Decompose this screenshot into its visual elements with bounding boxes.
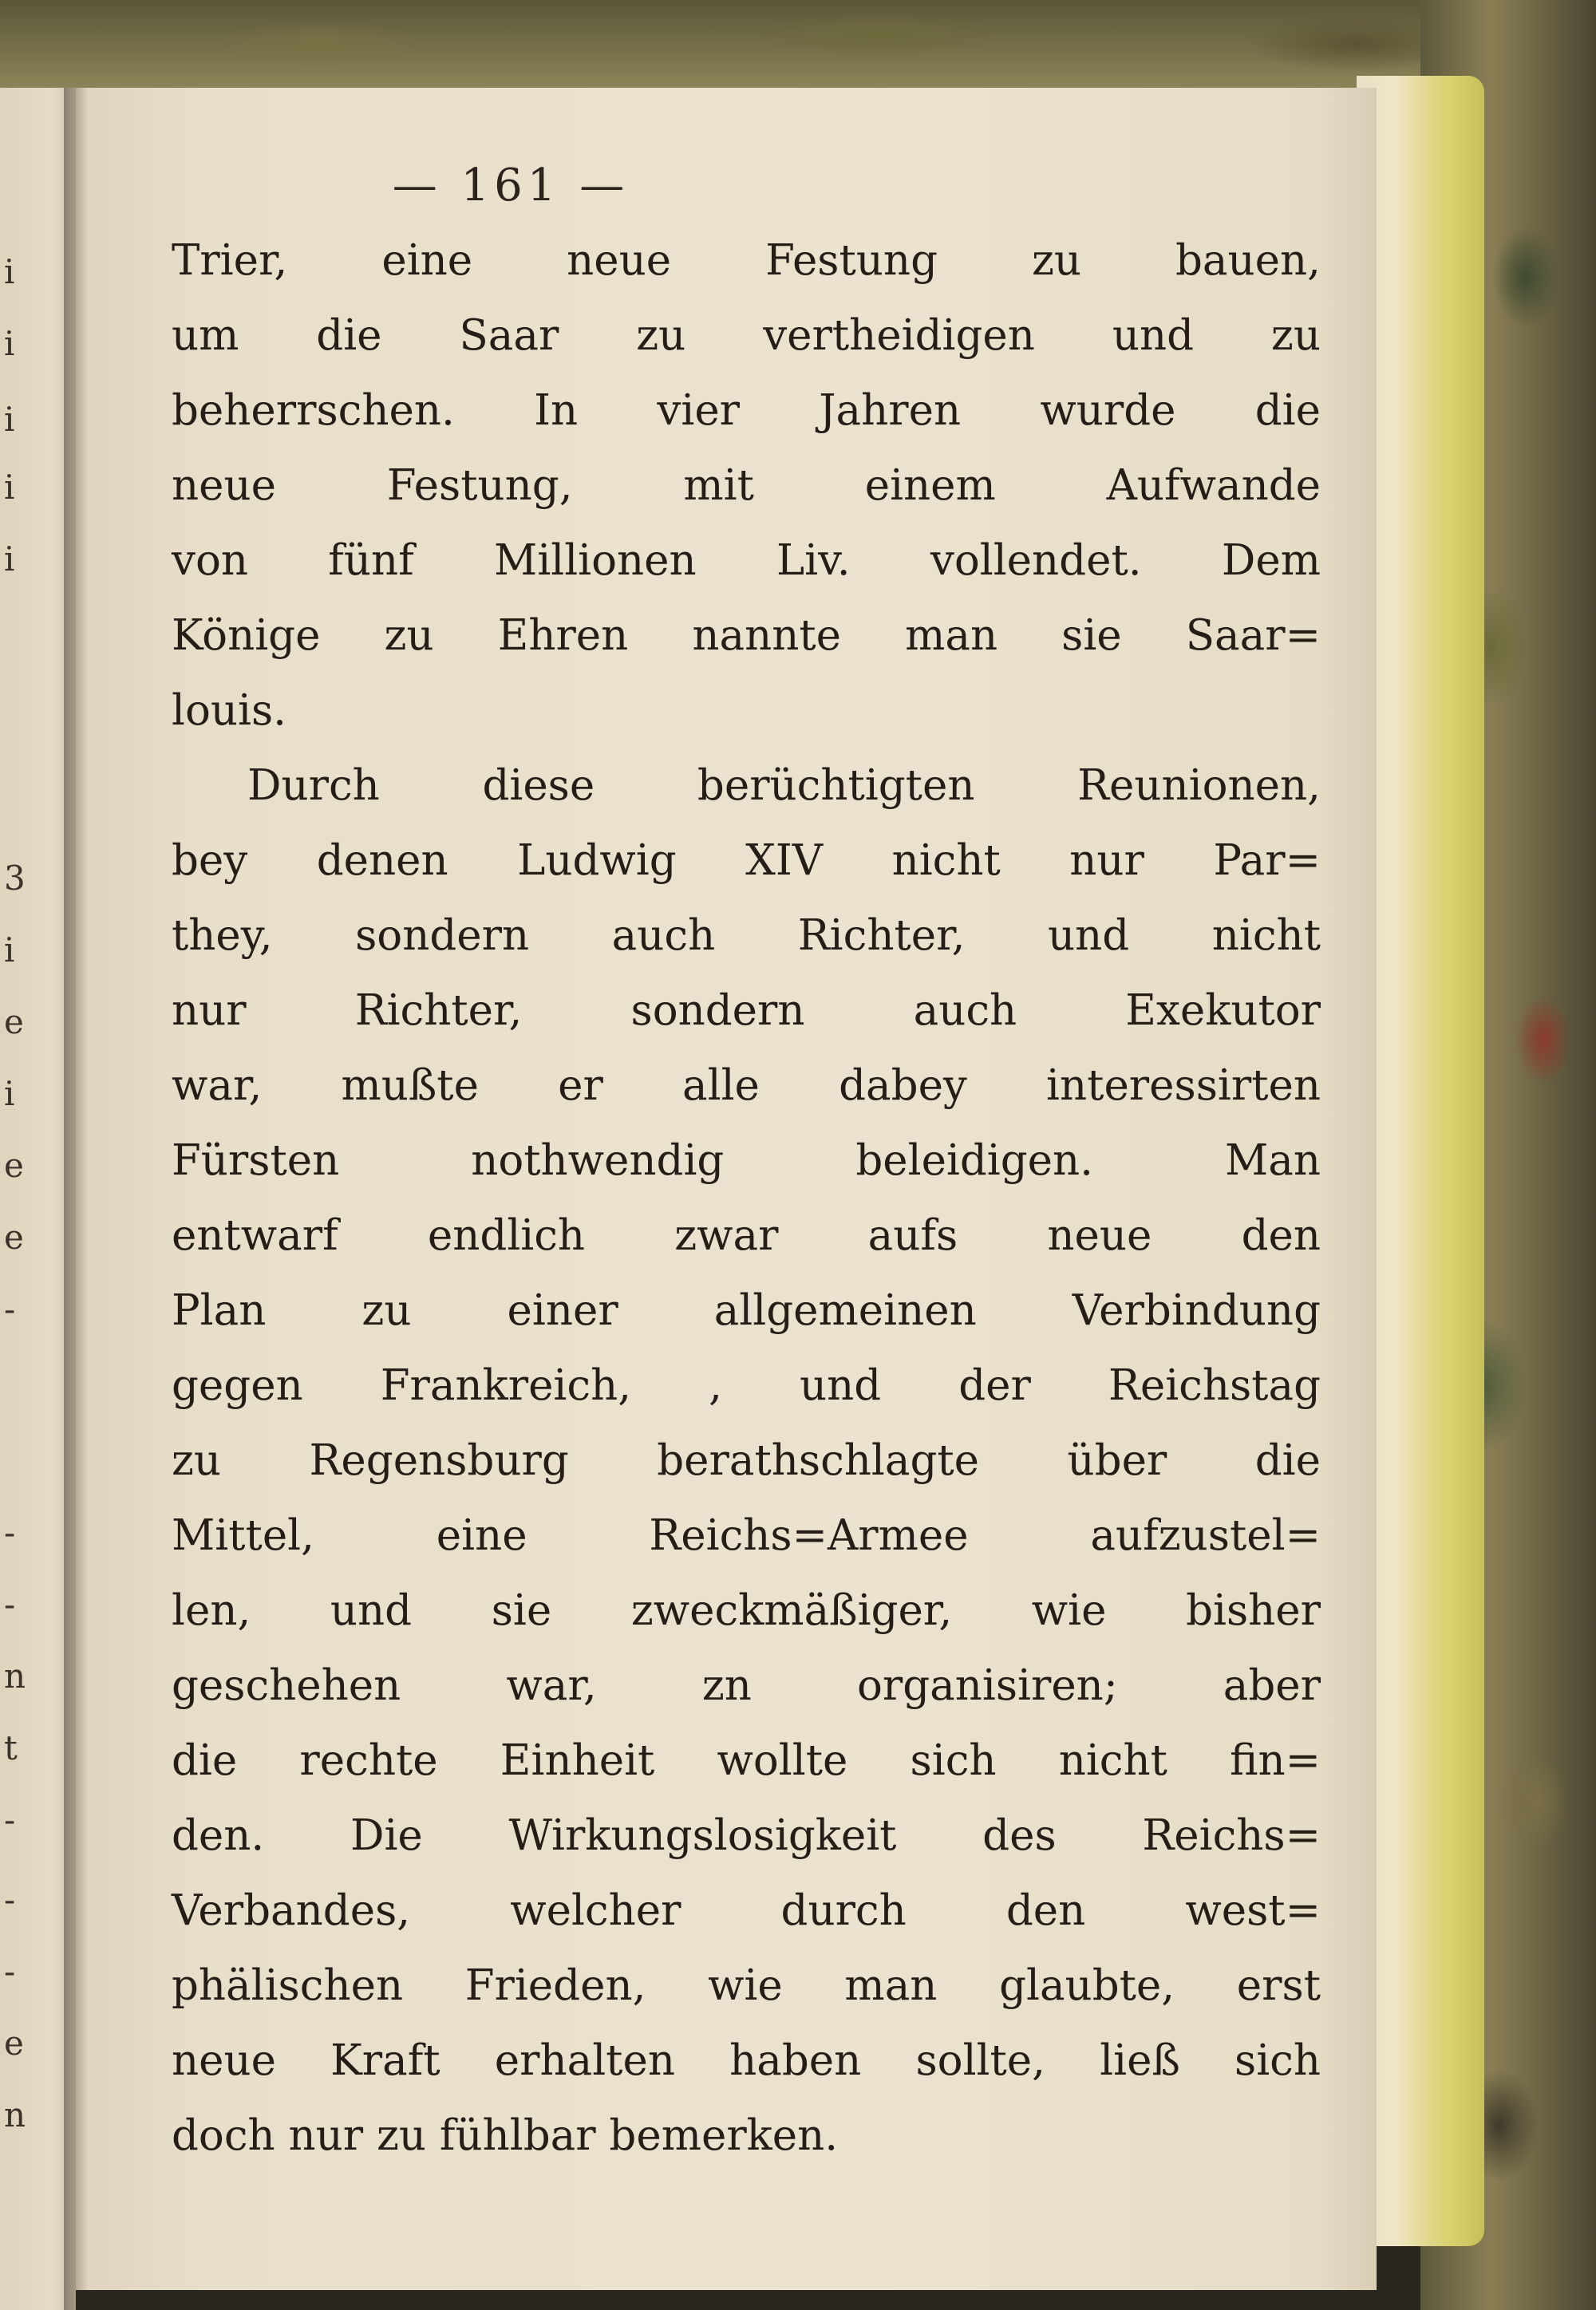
left-page-fragment: i (4, 252, 15, 291)
left-page-fragment: i (4, 930, 15, 969)
page-text (172, 223, 1321, 2174)
text-line: bey denen Ludwig XIV nicht nur Par= (172, 836, 1321, 885)
text-line: neue Festung, mit einem Aufwande (172, 461, 1321, 510)
text-line: Durch diese berüchtigten Reunionen, (247, 761, 1321, 810)
book-page (76, 88, 1377, 2290)
left-page-fragment: e (4, 1146, 24, 1185)
left-page-fragment: i (4, 400, 15, 439)
text-line: von fünf Millionen Liv. vollendet. Dem (172, 536, 1321, 585)
text-line: Verbandes, welcher durch den west= (172, 1886, 1321, 1935)
text-line: neue Kraft erhalten haben sollte, ließ sich (172, 2036, 1321, 2085)
left-page-fragment: e (4, 1218, 24, 1257)
text-line: louis. (172, 686, 286, 735)
text-line: gegen Frankreich, , und der Reichstag (172, 1361, 1321, 1410)
left-page-fragment: - (4, 1513, 16, 1552)
left-page-fragment: e (4, 2024, 24, 2063)
text-line: Plan zu einer allgemeinen Verbindung (172, 1286, 1321, 1335)
text-line: Fürsten nothwendig beleidigen. Man (172, 1136, 1321, 1185)
text-line: nur Richter, sondern auch Exekutor (172, 986, 1321, 1035)
text-line: Mittel, eine Reichs=Armee aufzustel= (172, 1511, 1321, 1560)
text-line: phälischen Frieden, wie man glaubte, erst (172, 1961, 1321, 2010)
text-line: war, mußte er alle dabey interessirten (172, 1061, 1321, 1110)
left-page-fragment: n (4, 2095, 26, 2134)
left-page-fragment: n (4, 1656, 26, 1696)
text-line: beherrschen. In vier Jahren wurde die (172, 386, 1321, 435)
text-line: entwarf endlich zwar aufs neue den (172, 1211, 1321, 1260)
text-line: Könige zu Ehren nannte man sie Saar= (172, 611, 1321, 660)
text-line: zu Regensburg berathschlagte über die (172, 1436, 1321, 1485)
left-page-fragment: i (4, 1074, 15, 1113)
left-page-fragment: - (4, 1952, 16, 1991)
left-page-fragment: i (4, 324, 15, 363)
left-page-fragment: 3 (4, 859, 26, 898)
left-page-fragment: - (4, 1800, 16, 1839)
text-line: doch nur zu fühlbar bemerken. (172, 2111, 839, 2160)
left-page-fragment: - (4, 1289, 16, 1329)
left-page-fragment: i (4, 468, 15, 507)
text-line: len, und sie zweckmäßiger, wie bisher (172, 1586, 1321, 1635)
left-page-fragment: t (4, 1728, 18, 1767)
page-number: — 161 — (392, 160, 630, 211)
book-top-edge (0, 0, 1596, 88)
text-line: Trier, eine neue Festung zu bauen, (172, 236, 1321, 285)
text-line: um die Saar zu vertheidigen und zu (172, 311, 1321, 360)
text-line: die rechte Einheit wollte sich nicht fin= (172, 1736, 1321, 1785)
text-line: they, sondern auch Richter, und nicht (172, 911, 1321, 960)
left-page-fragment: - (4, 1880, 16, 1919)
left-page-fragment: i (4, 539, 15, 578)
text-line: den. Die Wirkungslosigkeit des Reichs= (172, 1811, 1321, 1860)
binding-shadow (64, 88, 88, 2310)
text-line: geschehen war, zn organisiren; aber (172, 1661, 1321, 1710)
left-page-fragment: - (4, 1585, 16, 1624)
left-page-fragment: e (4, 1002, 24, 1041)
